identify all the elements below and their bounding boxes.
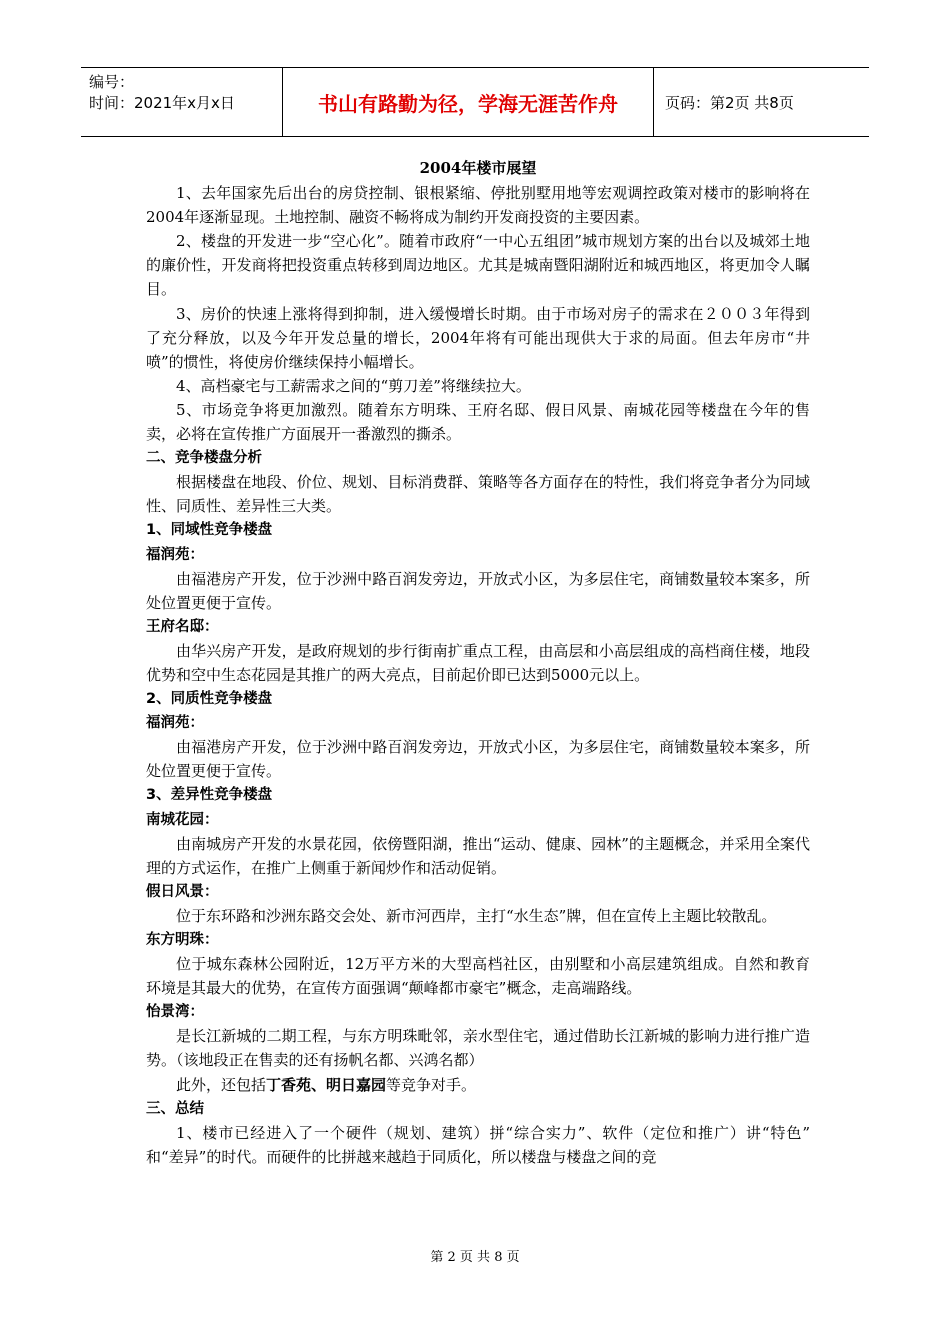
summary-paragraph: 1、楼市已经进入了一个硬件（规划、建筑）拼“综合实力”、软件（定位和推广）讲“特色” 和“差异”的时代。而硬件的比拼越来越趋于同质化，所以楼盘与楼盘之间的竞 bbox=[146, 1123, 810, 1166]
outlook-paragraph: 5、市场竞争将更加激烈。随着东方明珠、王府名邸、假日风景、南城花园等楼盘在今年的售卖，必将在宣传推广方面展开一番激烈的撕杀。 bbox=[146, 400, 810, 444]
page-footer: 第 2 页 共 8 页 bbox=[430, 1250, 520, 1265]
document-body bbox=[146, 156, 810, 1169]
property-name: 东方明珠： bbox=[146, 932, 219, 948]
other-competitors bbox=[146, 1073, 810, 1097]
section-intro: 根据楼盘在地段、价位、规划、目标消费群、策略等各方面存在的特性，我们将竞争者分为同域性、同质性、差异性三大类。 bbox=[146, 473, 810, 516]
outlook-paragraph: 2、楼盘的开发进一步“空心化”。随着市政府“一中心五组团”城市规划方案的出台以及城郊土地的廉价性，开发商将把投资重点转移到周边地区。尤其是城南暨阳湖附近和城西地区，将更加令人瞩目。 bbox=[146, 232, 810, 299]
property-description: 由福港房产开发，位于沙洲中路百润发旁边，开放式小区，为多层住宅，商铺数量较本案多，所处位置更便于宣传。 bbox=[146, 569, 810, 612]
property-name: 福润苑： bbox=[146, 546, 204, 563]
property-description: 是长江新城的二期工程，与东方明珠毗邻，亲水型住宅，通过借助长江新城的影响力进行推广造势。（该地段正在售卖的还有扬帆名都、兴鸿名都） bbox=[146, 1027, 810, 1070]
section-heading: 三、总结 bbox=[146, 1100, 204, 1117]
header-meta bbox=[89, 72, 279, 114]
subsection-heading: 3、差异性竞争楼盘 bbox=[146, 787, 273, 804]
property-name: 假日风景： bbox=[146, 883, 219, 900]
other-competitors-prefix: 此外，还包括 bbox=[176, 1075, 267, 1094]
header-divider bbox=[653, 68, 654, 136]
other-competitors-suffix: 等竞争对手。 bbox=[386, 1075, 477, 1094]
header-motto: 书山有路勤为径，学海无涯苦作舟 bbox=[318, 91, 618, 116]
other-competitors-names: 丁香苑、明日嘉园 bbox=[266, 1075, 387, 1094]
property-description: 由华兴房产开发，是政府规划的步行街南扩重点工程，由高层和小高层组成的高档商住楼，地段优势和空中生态花园是其推广的两大亮点，目前起价即已达到5000元以上。 bbox=[146, 641, 810, 684]
property-name: 南城花园： bbox=[146, 811, 219, 828]
section-heading: 二、竞争楼盘分析 bbox=[146, 450, 262, 467]
outlook-paragraph: 1、去年国家先后出台的房贷控制、银根紧缩、停批别墅用地等宏观调控政策对楼市的影响将在2004年逐渐显现。土地控制、融资不畅将成为制约开发商投资的主要因素。 bbox=[146, 184, 810, 227]
outlook-paragraph: 4、高档豪宅与工薪需求之间的“剪刀差”将继续拉大。 bbox=[176, 376, 531, 395]
property-name: 王府名邸： bbox=[146, 618, 219, 635]
document-title: 2004年楼市展望 bbox=[419, 159, 537, 177]
property-name: 福润苑： bbox=[146, 715, 204, 732]
subsection-heading: 1、同域性竞争楼盘 bbox=[146, 522, 273, 539]
property-name: 怡景湾： bbox=[146, 1004, 204, 1021]
subsection-heading: 2、同质性竞争楼盘 bbox=[146, 691, 273, 708]
number-label: 编号： bbox=[89, 73, 135, 91]
property-description: 位于城东森林公园附近，12万平方米的大型高档社区，由别墅和小高层建筑组成。自然和教育环境是其最大的优势，在宣传方面强调“颠峰都市豪宅”概念，走高端路线。 bbox=[146, 955, 810, 998]
outlook-paragraph: 3、房价的快速上涨将得到抑制，进入缓慢增长时期。由于市场对房子的需求在２００３年得到了充分释放，以及今年开发总量的增长，2004年将有可能出现供大于求的局面。但去年房市“井喷”的惯性，将使房价继续保持小幅增长。 bbox=[146, 304, 810, 371]
date-label: 时间：2021年x月x日 bbox=[89, 94, 235, 112]
property-description: 由南城房产开发的水景花园，依傍暨阳湖，推出“运动、健康、园林”的主题概念，并采用全案代理的方式运作，在推广上侧重于新闻炒作和活动促销。 bbox=[146, 834, 810, 877]
property-description: 位于东环路和沙洲东路交会处、新市河西岸，主打“水生态”牌，但在宣传上主题比较散乱。 bbox=[176, 906, 777, 925]
property-description: 由福港房产开发，位于沙洲中路百润发旁边，开放式小区，为多层住宅，商铺数量较本案多，所处位置更便于宣传。 bbox=[146, 738, 810, 781]
header-page-info: 页码：第2页 共8页 bbox=[665, 93, 794, 112]
header-table bbox=[81, 67, 869, 137]
